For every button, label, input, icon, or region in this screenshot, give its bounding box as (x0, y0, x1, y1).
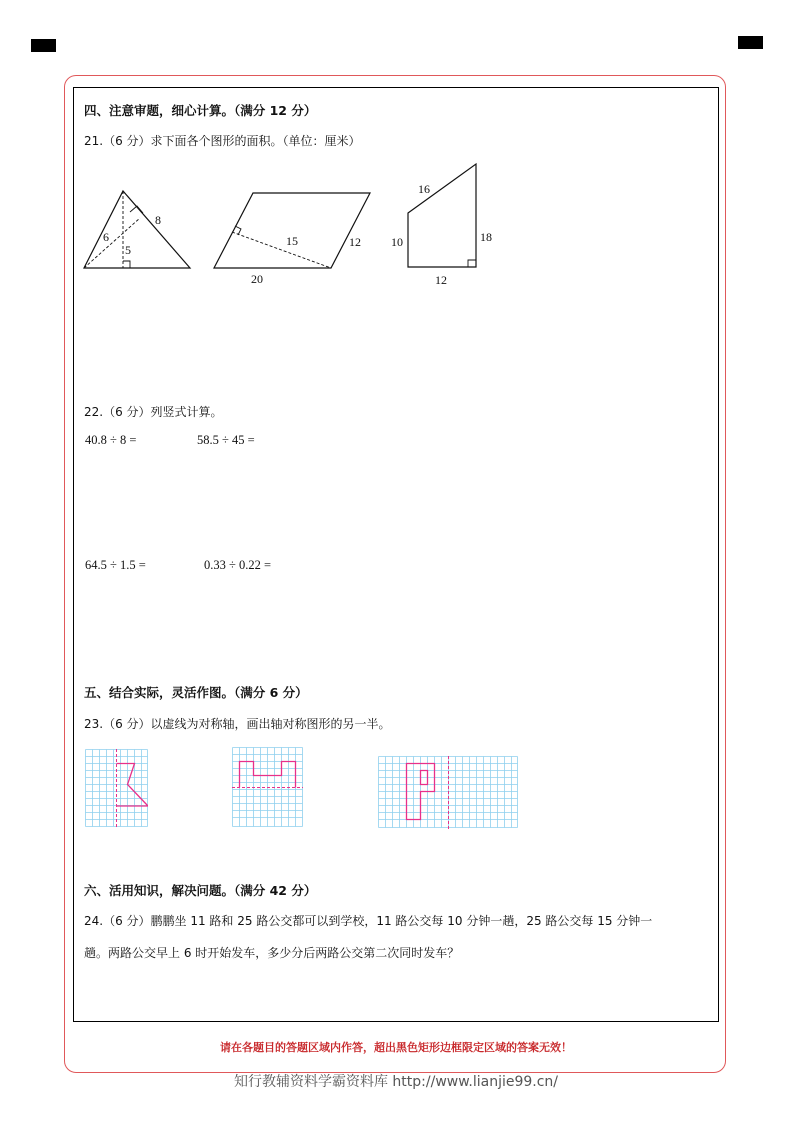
symmetry-grid-1 (85, 749, 148, 828)
registration-mark-left (31, 39, 56, 52)
symmetry-grid-2 (232, 747, 303, 828)
expression-2: 58.5 ÷ 45 = (197, 433, 255, 447)
section6-heading: 六、活用知识，解决问题。（满分 42 分） (84, 883, 317, 898)
expression-3: 64.5 ÷ 1.5 = (85, 558, 146, 572)
answer-area-warning: 请在各题目的答题区域内作答，超出黑色矩形边框限定区域的答案无效！ (220, 1041, 572, 1054)
triangle-side-label: 8 (155, 213, 161, 227)
q24-line2: 趟。两路公交早上 6 时开始发车，多少分后两路公交第二次同时发车？ (84, 946, 460, 960)
q21-prompt: 21.（6 分）求下面各个图形的面积。（单位：厘米） (84, 134, 361, 148)
trapezoid-bottom-label: 12 (435, 273, 447, 287)
registration-mark-right (738, 36, 763, 49)
trapezoid-right-label: 18 (480, 230, 492, 244)
symmetry-grid-3 (378, 756, 518, 829)
section5-heading: 五、结合实际，灵活作图。（满分 6 分） (84, 685, 308, 700)
q22-prompt: 22.（6 分）列竖式计算。 (84, 405, 223, 419)
q24-line1: 24.（6 分）鹏鹏坐 11 路和 25 路公交都可以到学校，11 路公交每 10 分钟一趟，25 路公交每 15 分钟一 (84, 914, 653, 928)
triangle-base-height-label: 5 (125, 243, 131, 257)
parallelogram-side-label: 12 (349, 235, 361, 249)
footer-watermark: 知行教辅资料学霸资料库 http://www.lianjie99.cn/ (233, 1074, 559, 1090)
expression-4: 0.33 ÷ 0.22 = (204, 558, 272, 572)
expression-1: 40.8 ÷ 8 = (85, 433, 137, 447)
parallelogram-base-label: 20 (251, 272, 263, 286)
trapezoid-slant-label: 16 (418, 182, 430, 196)
section4-heading: 四、注意审题，细心计算。（满分 12 分） (84, 103, 317, 118)
trapezoid-left-label: 10 (391, 235, 403, 249)
trapezoid-figure (388, 160, 508, 290)
parallelogram-figure (210, 186, 380, 290)
q23-prompt: 23.（6 分）以虚线为对称轴，画出轴对称图形的另一半。 (84, 717, 391, 731)
parallelogram-height-label: 15 (286, 234, 298, 248)
triangle-height-label: 6 (103, 230, 109, 244)
triangle-figure (80, 186, 195, 274)
